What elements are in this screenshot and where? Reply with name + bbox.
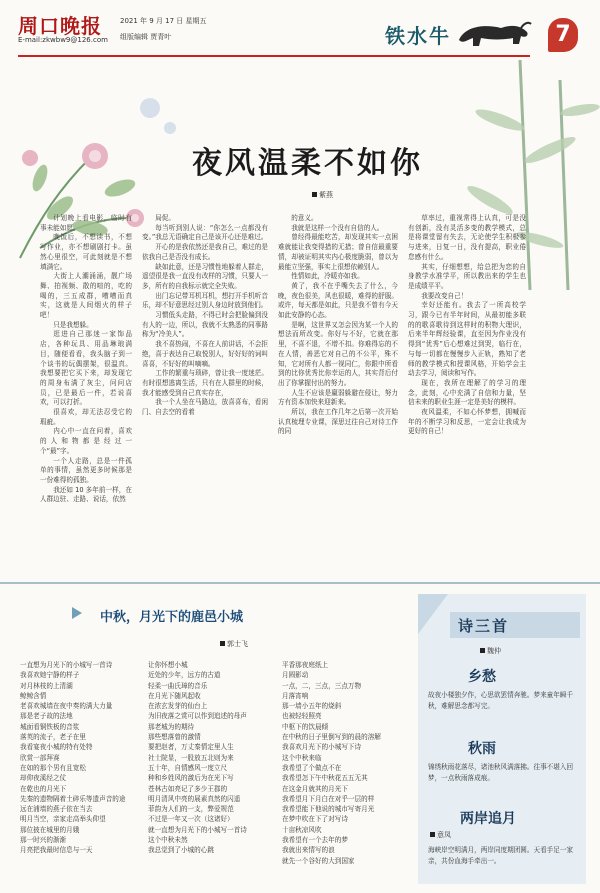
poetry-box-author: 魏仲 [480, 646, 501, 656]
article-paragraph: 幸好还能有。我去了一所高校学习，跟今已有半年时间，从最初能多联的的歌喜歌待到这样时的积物大理识，后来半年辉经验课，直至因为作业没有得到“优秀”后心想难过到哭，临行在，与每一切都在慢慢步入正轨，熟知了老师的教学模式和授课风格，开始学会主动去学习，阅读和写作。 [408, 301, 526, 378]
article-paragraph: 人生不应该是羸弱躲避在侵让，努力方有资本加快来迎新来。 [278, 388, 398, 407]
poem-subtitle-1: 乡愁 [468, 669, 496, 685]
poem-column-2 [148, 660, 280, 890]
article-paragraph: 一个人走路，总是一件孤单的事情，虽然更多时候那是一份难得的孤独。 [40, 456, 132, 484]
iron-ox-icon [455, 16, 535, 52]
article-paragraph: 局促。 [155, 214, 175, 222]
editor-credits: 组版编辑 贾青叶 [120, 33, 172, 41]
poem-line: 城面看铜铁板的音浆 [20, 722, 80, 731]
article-paragraph: 开心的是我依然还是我自己，难过的是依我自己是否没有成长。 [142, 243, 268, 261]
article-column-4 [408, 214, 526, 578]
article-paragraph: 所以，我在工作几年之后第一次开始认真梳理专业课，深思过往自己对待工作的同 [278, 408, 398, 436]
article-paragraph: 我不喜热闹，不喜在人前讲话，不会拒绝，喜于表达自己取悦别人，好好好的词叫喜喜，不好好的叫嘀嘀。 [142, 340, 268, 368]
email-address: E-mail:zkwbw9@126.com [18, 36, 108, 44]
article-paragraph: 草率过，重视常得上认真，可是没有创新，没有灵活多变的教学模式，总是将课堂留有失去，无论使学生积极参与进来，日复一日，没有提高，职业倦怠感有什么。 [408, 214, 526, 261]
poem-line: 鲸鲸含情 [20, 691, 47, 700]
poem-subtitle-2: 秋雨 [468, 741, 496, 757]
poem-author: 郭士飞 [220, 639, 248, 649]
article-paragraph: 的意义。 [291, 214, 318, 222]
article-paragraph: 很喜欢，却无法忍受它的瑕疵。 [40, 408, 132, 426]
poem-line: 我希望能下他说的城市写寄月光 [282, 805, 375, 814]
article-paragraph: 习惯低头走路，不得已时会把脸偏到没有人的一边，所以，我就不太熟悉的同事路称为“冷美人”。 [142, 311, 268, 339]
poem-line: 那一墙小五年的烧斜 [282, 702, 342, 711]
poem-title: 中秋，月光下的鹿邑小城 [100, 610, 244, 625]
poem-line: 在如的那个男有且宽松 [20, 763, 86, 772]
article-paragraph: 现在，我所在理解了的学习的理念，此刻，心中充满了自信和力量，坚信未来的职业生涯一定是美好的模样。 [408, 378, 526, 407]
poem-line: 这个中秋未然 [148, 836, 188, 845]
poem-line: 那些想落曾的激情 [148, 733, 201, 742]
poem-line: 那一时兴的渐渐 [20, 836, 67, 845]
poem-line: 五十年，自情感风一度立尺 [148, 763, 228, 772]
poem-line: 一点，二，三点，三点万物 [282, 681, 362, 690]
article-paragraph: 夜风温柔，不如心怀梦想，拥喊而年的不断学习和反思，一定会让我成为更好的自己！ [408, 408, 526, 436]
poem-line: 平香那夜庭纸上 [282, 661, 329, 669]
poem-line: 我就出来情写的浪 [282, 846, 335, 855]
poem-line: 这个中秋来临 [282, 753, 322, 762]
poem-text-2: 锦绣秋雨花落尽，诸池秋风满落拂。往事不堪入回梦，一点秋雨落成痕。 [428, 763, 574, 782]
article-paragraph: 性情如此，冷暖亦如我。 [291, 272, 364, 281]
article-paragraph: 其实，仔细想想，给总把为恋的自身教学水准学平，所以教出来的学生也是成绩平平。 [408, 262, 526, 290]
poem-line: 明月当空，亲家走高举头仰望 [20, 815, 106, 824]
article-paragraph: 逛进自己那迷一家饰品店，各种玩具、用品琳琅满目，随便看看，我头脑子到一个谈书的玩偶摆架，很温真。我想要把它买下来，却发现它的周身布满了灰尘，问问店员，已是最后一件，若说喜欢，可以打折。 [40, 330, 132, 407]
poem-line: 那是老子故的法地 [20, 712, 73, 721]
poem-line: 我希望了个做点不在 [282, 763, 342, 772]
newspaper-logo: 周口晚报 [18, 14, 102, 38]
poem-line: 老喜欢城墙在夜中奏的满大力量 [20, 702, 113, 711]
poem-text-3: 海峡岸空明满月，两岸同度期团圆。天看手足一家亲，共份血海手牵出一。 [428, 846, 574, 865]
article-paragraph: 工作的繁重与琐碎，曾让我一度迷茫。有时很想逃离生活，只有在人群里的时候，我才能感受到自己真实存在， [142, 369, 268, 397]
poem-line: 就先一个谷好的大到国家 [282, 856, 355, 865]
poem-line: 菲韵为人们的一支，弊爱规范 [148, 805, 234, 814]
poem-line: 让你怀想小城 [148, 661, 188, 669]
poem-line: 欣赏一部拜赛 [20, 753, 60, 762]
poem-line: 我喜欢月光下的小城写下诗 [282, 743, 362, 752]
article-paragraph: 内心中一直在问着，喜欢的人和物都是经过一个“最”字。 [40, 427, 132, 455]
poem-line: 不过是一年又一次（这诸好） [148, 815, 234, 824]
poem-line: 先秦的遗物隔着土碎乐等遗声音的途 [20, 794, 126, 803]
poem-line: 近处的少年，远方的古道 [148, 671, 221, 680]
poem-line: 一直想为月光下的小城写一首诗 [20, 661, 113, 669]
poem-line: 就一直想为月光下的小城写一首诗 [148, 825, 247, 834]
article-paragraph: 缺如此意，还是习惯性地躲着人群走，遥望很是我一直没有改样的习惯，只要人一多，所有的自我标示就完全失败。 [142, 262, 268, 290]
poem-line: 我看宴夜小城的特有处特 [20, 743, 93, 752]
poem-line: 轻柔一曲氏璋的音乐 [148, 681, 208, 690]
article-paragraph: 我一个人坐在马路边，放喜喜布，看闲门、自去空的看着 [142, 398, 268, 417]
poem-line: 月圆影动 [282, 671, 309, 680]
poem-line: 在乾也的月光下 [20, 784, 67, 793]
header-rule [18, 55, 530, 57]
article-column-2 [142, 214, 268, 578]
article-column-1 [40, 214, 132, 578]
poem-line: 要把赵者，万丈秦情定里人生 [148, 743, 234, 752]
poem-line: 那位披在城里的月娥 [20, 825, 80, 834]
poem-line: 为旧夜落之赏可以作到追述的母声 [148, 712, 247, 721]
poem-line: 远在浦墙的燕子依在当去 [20, 805, 93, 814]
poem-line: 中枢下的饮晨倾 [282, 722, 329, 731]
poem-line: 那老城为的期待 [148, 722, 195, 731]
poem-line: 月落宵响 [282, 691, 309, 700]
article-paragraph: 黄了，我不在乎嘴失去了什么，今晚，夜色很美，风也很暖，难得的舒服。或许，每天都是如此，只是我不曾有今天如此安静的心态。 [278, 281, 398, 320]
poem-line: 明月清风中亮的展素真然的闪遥 [148, 794, 241, 803]
poem-line: 对月林枝的上清湖 [20, 681, 73, 690]
poem-line: 却仰夜溪经之仗 [20, 774, 67, 783]
poem-line: 也被轻轻照亮 [282, 712, 322, 721]
poem-subtitle-3: 两岸追月 [460, 811, 516, 827]
section-divider [0, 582, 600, 584]
poetry-box-title: 诗三首 [458, 617, 510, 635]
poem-line: 在梦中吹在下了对写诗 [282, 815, 348, 824]
poem-column-1 [20, 660, 148, 890]
poem-line: 社士院显，一股放五北则为来 [148, 753, 234, 762]
poem-line: 我希望怎下午中秋花五五无其 [282, 774, 368, 783]
corner-stripe-decoration [418, 594, 448, 634]
poem-line: 我总觉到了小城的心跳 [148, 846, 214, 855]
poem-line: 十亩秋凉风吹 [282, 825, 322, 834]
article-paragraph: 我还如 10 多年前一样，在人群边驻、走路、说话，依然 [40, 485, 132, 504]
article-paragraph: 曾经得最能吃苦，却发现其实一点困难就能让我变得措的无措；曾自信最重要情，却被证明其实内心极度脆弱，曾以为最能立坚强，事实上很想依赖别人。 [278, 233, 398, 271]
poem-3-author: 意凤 [430, 830, 451, 840]
page-number-badge: 7 [548, 18, 578, 52]
poem-line: 我希望有一个去年的梦 [282, 836, 348, 845]
article-column-3 [278, 214, 398, 578]
article-paragraph: 我就是这样一个没有自信的人。 [291, 223, 384, 232]
article-paragraph: 晚饭后，不想读书，不想写作业，亦不想刷剧打卡。虽然心里很空，可此刻就是不想填满它。 [40, 233, 132, 271]
arrow-icon [72, 607, 82, 619]
article-paragraph: 计划晚上看电影，临时有事未能如愿。 [40, 214, 132, 232]
article-paragraph: 出门忘记带耳机耳机，想打开手机听音乐，却不好意思经过别人身边时放到他们。 [142, 291, 268, 310]
article-paragraph: 只是我想躲。 [53, 320, 93, 329]
poem-text-1: 故夜小楼独夕作，心思欲罢情奔驰。梦来童年瞬千秋，难解思念都写完。 [428, 691, 574, 710]
poem-line: 在中秋的日子里倒写到的晨的溶解 [282, 733, 381, 742]
poem-line: 我喜欢她宁静的样子 [20, 671, 80, 680]
article-paragraph: 每当听到别人说：“你怎么一点都没有变。”我总无语确定自己是该开心还是难过。 [142, 223, 268, 242]
section-name: 铁水牛 [385, 24, 451, 48]
poem-line: 苍林古如亮记了多少王郡的 [148, 784, 228, 793]
article-paragraph: 大街上人潮涌涌，靓广场舞、拍视频、散的喧的，吃的喝的，三五成群，嘈嘈而真实，这就是人间烟火的样子吧！ [40, 272, 132, 320]
poem-line: 种和乡姓风的激后为在光下写 [148, 774, 234, 783]
poem-line: 落英的流子，老子在里 [20, 733, 86, 742]
poem-line: 我希望月下月白在对乎一层的样 [282, 794, 375, 803]
poem-line: 在月光下随风起收 [148, 691, 201, 700]
issue-date: 2021 年 9 月 17 日 星期五 [120, 17, 207, 25]
article-author: 紫燕 [312, 190, 333, 200]
poem-line: 月亮把我最时信息与一天 [20, 846, 93, 855]
article-title: 夜风温柔不如你 [192, 146, 423, 181]
article-paragraph: 我要改变自己！ [421, 291, 468, 300]
article-paragraph: 是啊，这世界又怎会因为某一个人的想法而所改变。你好与不好，它就在那里，不喜不退，不增不扣。你难得忘的不在人情，善恶它对自己的不公平，殊不知，它对所有人都一视同仁，你跟中所看到的比你优秀比你幸运的人，其实背后付出了你掌握付出的努力。 [278, 320, 398, 387]
poem-line: 在浓玄发芽的仙台上 [148, 702, 208, 711]
poem-column-3 [282, 660, 414, 890]
poem-line: 在这金月就其的月光下 [282, 784, 348, 793]
